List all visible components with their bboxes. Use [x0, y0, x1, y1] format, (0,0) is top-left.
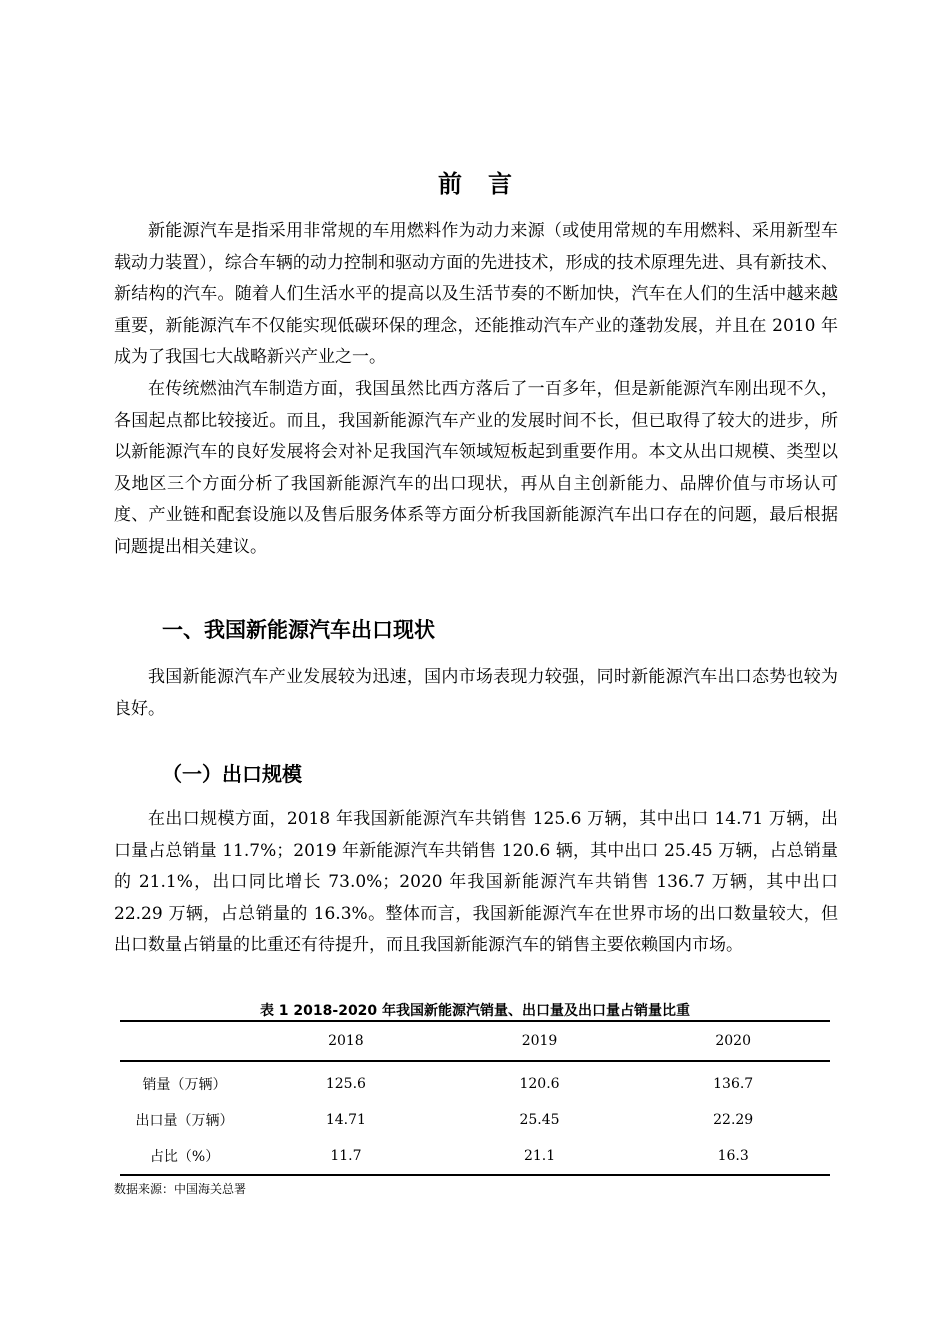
table-row-label: 出口量（万辆） [135, 1113, 234, 1129]
table-cell: 21.1 [523, 1148, 556, 1164]
table-header-year: 2019 [521, 1033, 558, 1049]
table-caption: 表 1 2018-2020 年我国新能源汽销量、出口量及出口量占销量比重 [259, 1003, 691, 1019]
table-cell: 136.7 [713, 1076, 754, 1092]
table-cell: 25.45 [519, 1112, 560, 1128]
table-row-exports [120, 1102, 830, 1138]
table-row-label: 销量（万辆） [142, 1077, 227, 1093]
table-header-blank [120, 1021, 249, 1061]
subsection-heading-export-scale: （一）出口规模 [162, 762, 302, 786]
section-intro-paragraph: 我国新能源汽车产业发展较为迅速，国内市场表现力较强，同时新能源汽车出口态势也较为良好。 [114, 667, 838, 719]
table-row-share [120, 1138, 830, 1175]
table-header-year: 2020 [715, 1033, 751, 1049]
table-cell: 11.7 [330, 1148, 362, 1164]
table-cell: 14.71 [325, 1112, 366, 1128]
table-row-sales [120, 1061, 830, 1102]
table-cell: 120.6 [519, 1076, 560, 1092]
table-header-row [120, 1021, 830, 1061]
section-heading-export-status: 一、我国新能源汽车出口现状 [162, 618, 435, 642]
preface-paragraph-2: 在传统燃油汽车制造方面，我国虽然比西方落后了一百多年，但是新能源汽车刚出现不久，各国起点都比较接近。而且，我国新能源汽车产业的发展时间不长，但已取得了较大的进步，所以新能源汽车的良好发展将会对补足我国汽车领域短板起到重要作用。本文从出口规模、类型以及地区三个方面分析了我国新能源汽车的出口现状，再从自主创新能力、品牌价值与市场认可度、产业链和配套设施以及售后服务体系等方面分析我国新能源汽车出口存在的问题，最后根据问题提出相关建议。 [114, 379, 838, 557]
table-cell: 22.29 [713, 1112, 754, 1128]
table-cell: 16.3 [717, 1148, 749, 1164]
table-cell: 125.6 [325, 1076, 366, 1092]
preface-paragraph-1: 新能源汽车是指采用非常规的车用燃料作为动力来源（或使用常规的车用燃料、采用新型车载动力装置），综合车辆的动力控制和驱动方面的先进技术，形成的技术原理先进、具有新技术、新结构的汽车。随着人们生活水平的提高以及生活节奏的不断加快，汽车在人们的生活中越来越重要，新能源汽车不仅能实现低碳环保的理念，还能推动汽车产业的蓬勃发展，并且在 2010 年成为了我国七大战略新兴产业之一。 [114, 221, 838, 367]
table-source-note: 数据来源：中国海关总署 [114, 1182, 247, 1196]
export-data-table [120, 1020, 830, 1176]
page-title: 前言 [438, 170, 538, 198]
table-header-year: 2018 [328, 1033, 364, 1049]
export-scale-paragraph: 在出口规模方面，2018 年我国新能源汽车共销售 125.6 万辆，其中出口 14.71 万辆，出口量占总销量 11.7%；2019 年新能源汽车共销售 120.6 辆，其中出口 25.45 万辆，占总销量的 21.1%，出口同比增长 73.0%；2020 年我国新能源汽车共销售 136.7 万辆，其中出口 22.29 万辆，占总销量的 16.3%。整体而言，我国新能源汽车在世界市场的出口数量较大，但出口数量占销量的比重还有待提升，而且我国新能源汽车的销售主要依赖国内市场。 [114, 809, 838, 955]
table-row-label: 占比（%） [149, 1149, 220, 1165]
